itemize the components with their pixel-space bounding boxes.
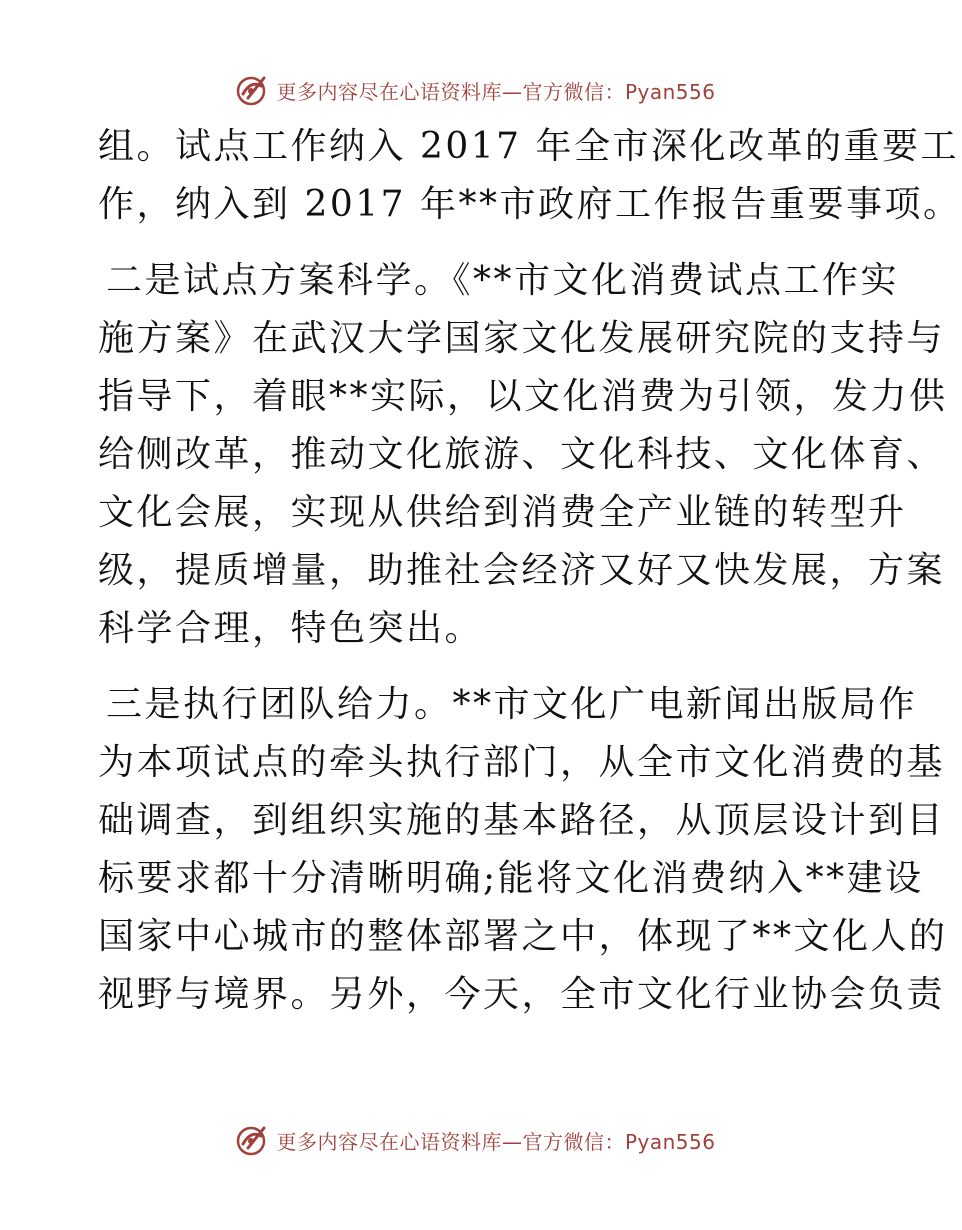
paragraph-2 — [98, 252, 948, 658]
text-line: 础调查，到组织实施的基本路径，从顶层设计到目 — [98, 800, 946, 841]
text-line: 视野与境界。另外，今天，全市文化行业协会负责 — [98, 974, 946, 1015]
paragraph-3 — [98, 676, 948, 1024]
text-line: 级，提质增量，助推社会经济又好又快发展，方案 — [98, 550, 946, 591]
paragraph-1 — [98, 118, 962, 234]
text-line: 文化会展，实现从供给到消费全产业链的转型升 — [98, 492, 907, 533]
footer-watermark-banner — [0, 1120, 950, 1160]
text-line: 施方案》在武汉大学国家文化发展研究院的支持与 — [98, 318, 946, 359]
document-body — [98, 118, 962, 1024]
text-line: 作，纳入到 2017 年**市政府工作报告重要事项。 — [98, 184, 962, 225]
text-line: 科学合理，特色突出。 — [98, 608, 484, 649]
text-line: 组。试点工作纳入 2017 年全市深化改革的重要工 — [98, 126, 960, 167]
footer-watermark-text: 更多内容尽在心语资料库—官方微信：Pyan556 — [276, 1129, 716, 1154]
text-line: 给侧改革，推动文化旅游、文化科技、文化体育、 — [98, 434, 946, 475]
text-line: 为本项试点的牵头执行部门，从全市文化消费的基 — [98, 742, 946, 783]
text-line: 标要求都十分清晰明确;能将文化消费纳入**建设 — [98, 858, 924, 899]
brand-logo-icon — [234, 72, 270, 108]
text-line: 二是试点方案科学。《**市文化消费试点工作实 — [106, 260, 900, 301]
text-line: 指导下，着眼**实际，以文化消费为引领，发力供 — [98, 376, 948, 417]
brand-logo-icon — [234, 1122, 270, 1158]
header-watermark-text: 更多内容尽在心语资料库—官方微信：Pyan556 — [276, 79, 716, 104]
text-line: 三是执行团队给力。**市文化广电新闻出版局作 — [106, 684, 918, 725]
header-watermark-banner — [0, 70, 950, 110]
text-line: 国家中心城市的整体部署之中，体现了**文化人的 — [98, 916, 948, 957]
